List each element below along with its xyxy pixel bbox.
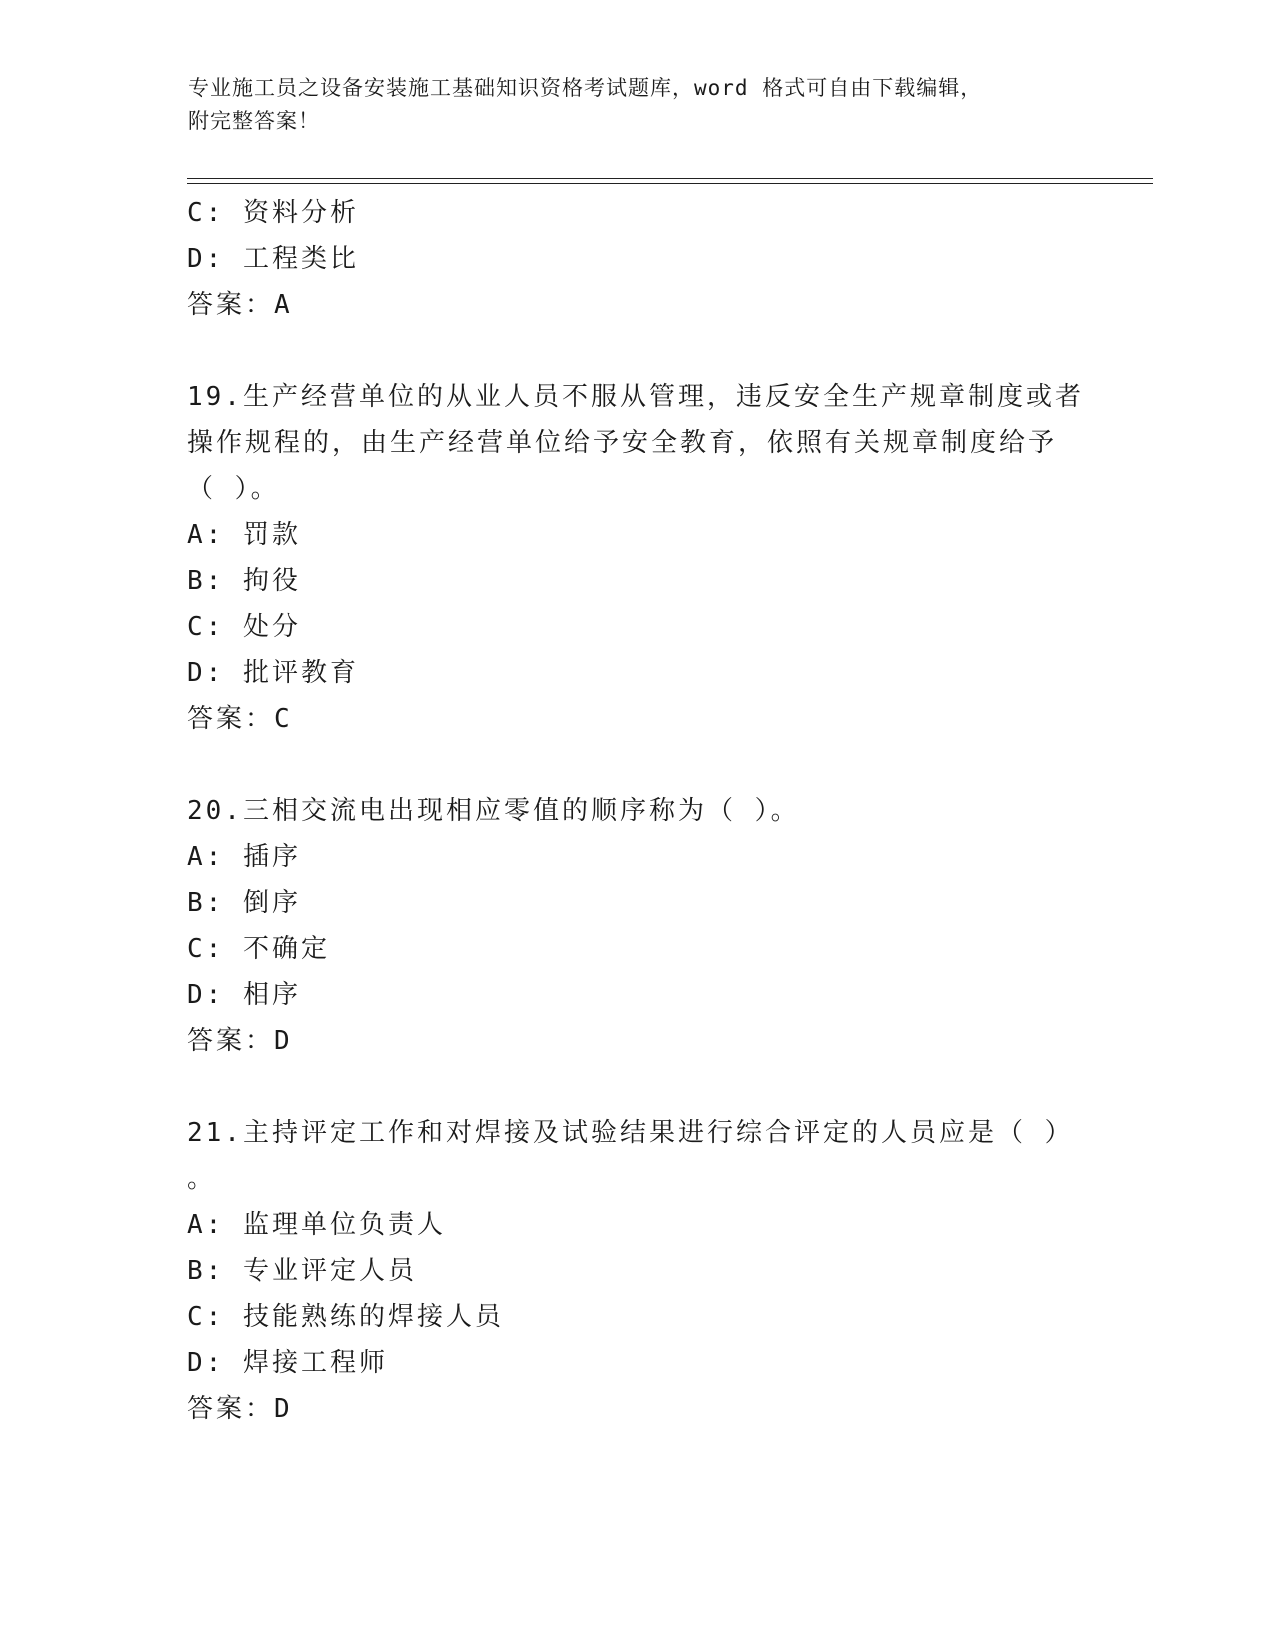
- option-d: D: 批评教育: [187, 658, 359, 688]
- answer-label: 答案：: [187, 1026, 275, 1056]
- question-list: [187, 190, 1087, 1432]
- header-line-2: 附完整答案！: [188, 109, 320, 133]
- option-a: A: 插序: [187, 842, 301, 872]
- answer-line: [187, 282, 1087, 328]
- question-line: 20.三相交流电出现相应零值的顺序称为（ ）。: [187, 796, 800, 826]
- answer-value: D: [274, 1026, 293, 1056]
- option-b: B: 专业评定人员: [187, 1256, 417, 1286]
- document-header: [188, 72, 1068, 138]
- question-21: [187, 1110, 1087, 1432]
- answer-value: A: [274, 290, 293, 320]
- answer-label: 答案：: [187, 1394, 275, 1424]
- answer-line: [187, 1386, 1087, 1432]
- option-a: A: 监理单位负责人: [187, 1210, 446, 1240]
- header-rule-top: [187, 178, 1153, 179]
- question-20: [187, 788, 1087, 1064]
- question-line: （ ）。: [187, 474, 280, 504]
- question-line: 21.主持评定工作和对焊接及试验结果进行综合评定的人员应是（ ）: [187, 1118, 1074, 1148]
- header-rule-bottom: [187, 183, 1153, 184]
- question-text: [187, 374, 1087, 512]
- answer-label: 答案：: [187, 290, 275, 320]
- option-c: C: 不确定: [187, 934, 330, 964]
- header-line-1: 专业施工员之设备安装施工基础知识资格考试题库，word 格式可自由下载编辑，: [188, 76, 983, 100]
- option-a: A: 罚款: [187, 520, 301, 550]
- answer-line: [187, 1018, 1087, 1064]
- question-line: 19.生产经营单位的从业人员不服从管理，违反安全生产规章制度或者: [187, 382, 1084, 412]
- option-c: C: 处分: [187, 612, 301, 642]
- answer-value: D: [274, 1394, 293, 1424]
- question-text: [187, 788, 1087, 834]
- option-d: D: 工程类比: [187, 244, 359, 274]
- option-c: C: 技能熟练的焊接人员: [187, 1302, 504, 1332]
- answer-label: 答案：: [187, 704, 275, 734]
- option-d: D: 焊接工程师: [187, 1348, 388, 1378]
- option-c: C: 资料分析: [187, 198, 359, 228]
- question-19: [187, 374, 1087, 742]
- question-text: [187, 1110, 1087, 1202]
- question-line: 操作规程的，由生产经营单位给予安全教育，依照有关规章制度给予: [187, 428, 1058, 458]
- answer-value: C: [274, 704, 293, 734]
- question-line: 。: [187, 1164, 217, 1194]
- option-d: D: 相序: [187, 980, 301, 1010]
- option-b: B: 倒序: [187, 888, 301, 918]
- answer-line: [187, 696, 1087, 742]
- continued-question: [187, 190, 1087, 328]
- option-b: B: 拘役: [187, 566, 301, 596]
